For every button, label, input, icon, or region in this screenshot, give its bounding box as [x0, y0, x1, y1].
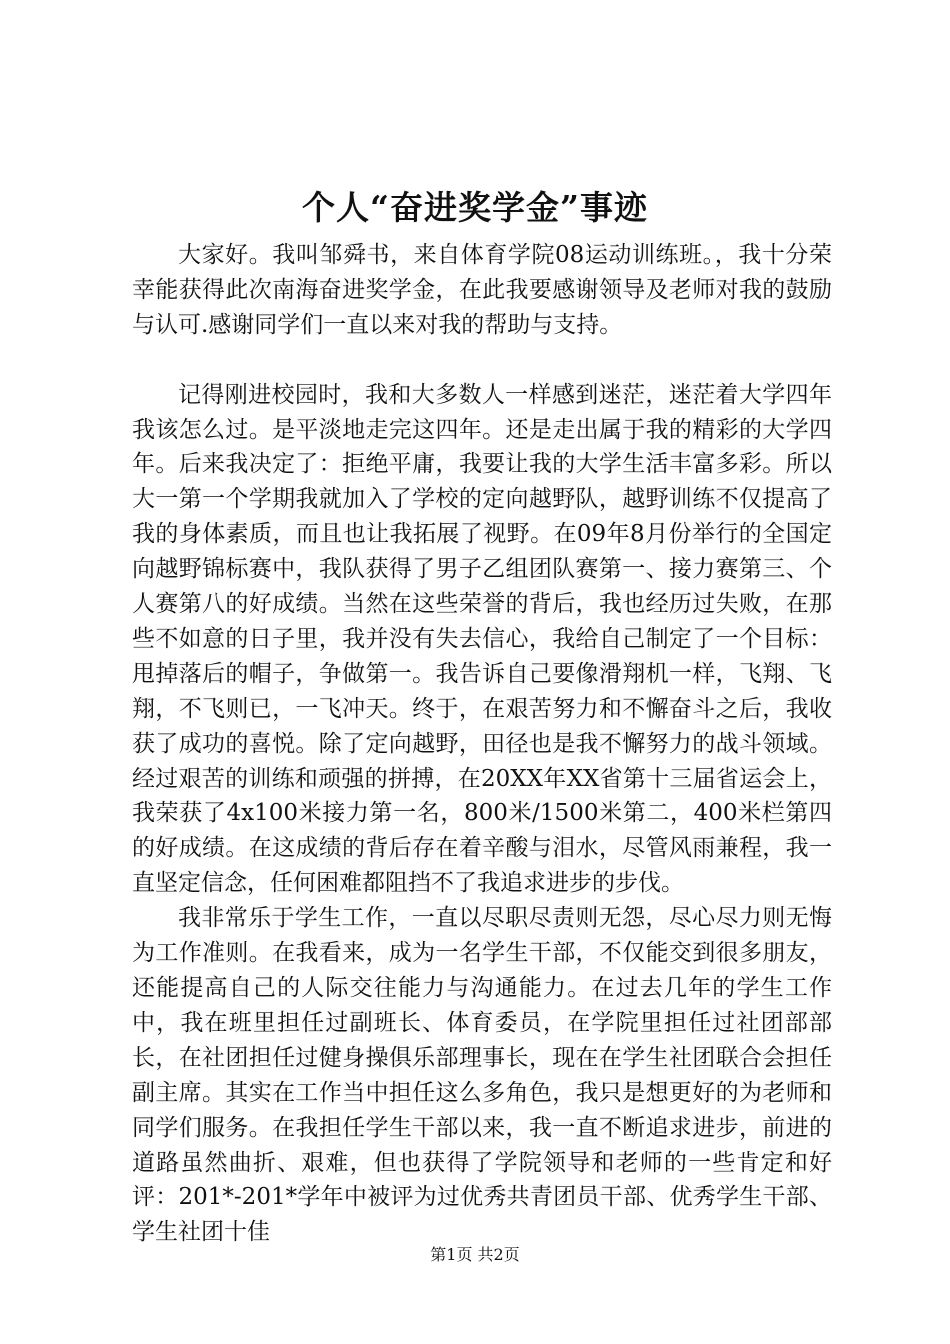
document-title: 个人“奋进奖学金”事迹	[302, 188, 648, 227]
paragraph-sports: 记得刚进校园时，我和大多数人一样感到迷茫，迷茫着大学四年我该怎么过。是平淡地走完这四年。还是走出属于我的精彩的大学四年。后来我决定了：拒绝平庸，我要让我的大学生活丰富多彩。所以大一第一个学期我就加入了学校的定向越野队，越野训练不仅提高了我的身体素质，而且也让我拓展了视野。在09年8月份举行的全国定向越野锦标赛中，我队获得了男子乙组团队赛第一、接力赛第三、个人赛第八的好成绩。当然在这些荣誉的背后，我也经历过失败，在那些不如意的日子里，我并没有失去信心，我给自己制定了一个目标：甩掉落后的帽子，争做第一。我告诉自己要像滑翔机一样，飞翔、飞翔，不飞则已，一飞冲天。终于，在艰苦努力和不懈奋斗之后，我收获了成功的喜悦。除了定向越野，田径也是我不懈努力的战斗领域。经过艰苦的训练和顽强的拼搏，在20XX年XX省第十三届省运会上，我荣获了4x100米接力第一名，800米/1500米第二，400米栏第四的好成绩。在这成绩的背后存在着辛酸与泪水，尽管风雨兼程，我一直坚定信念，任何困难都阻挡不了我追求进步的步伐。	[132, 381, 832, 897]
paragraph-greeting: 大家好。我叫邹舜书，来自体育学院08运动训练班。，我十分荣幸能获得此次南海奋进奖学金，在此我要感谢领导及老师对我的鼓励与认可.感谢同学们一直以来对我的帮助与支持。	[132, 242, 832, 338]
paragraph-spacer	[132, 343, 832, 378]
page-number: 第1页 共2页	[430, 1245, 520, 1264]
document-body	[132, 238, 832, 1250]
paragraph-student-work: 我非常乐于学生工作，一直以尽职尽责则无怨，尽心尽力则无悔为工作准则。在我看来，成为一名学生干部，不仅能交到很多朋友，还能提高自己的人际交往能力与沟通能力。在过去几年的学生工作中，我在班里担任过副班长、体育委员，在学院里担任过社团部部长，在社团担任过健身操俱乐部理事长，现在在学生社团联合会担任副主席。其实在工作当中担任这么多角色，我只是想更好的为老师和同学们服务。在我担任学生干部以来，我一直不断追求进步，前进的道路虽然曲折、艰难，但也获得了学院领导和老师的一些肯定和好评：201*-201*学年中被评为过优秀共青团员干部、优秀学生干部、学生社团十佳	[132, 905, 832, 1246]
